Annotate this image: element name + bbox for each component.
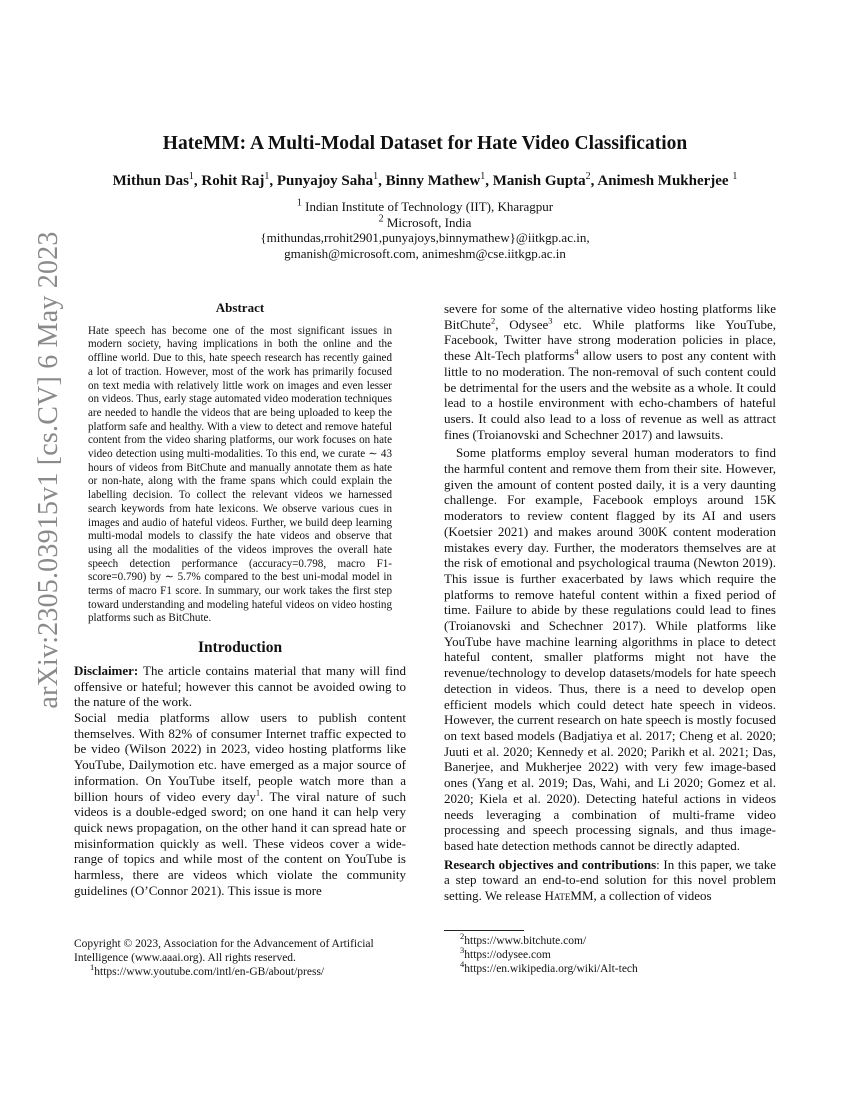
footnote	[444, 945, 776, 962]
author-affiliation-mark: 1	[480, 171, 486, 182]
affiliation-text: Microsoft, India	[386, 214, 472, 230]
research-label: Research objectives and contributions	[444, 856, 657, 872]
intro-text: Social media platforms allow users to publish content themselves. With 82% of consumer Internet traffic expected to be video (Wilson 2022) in 2023, video hosting platforms like YouTube, Dailymotion etc. have emerged as a major source of information. On YouTube itself, people watch more than a billion hours of video every day	[74, 709, 406, 804]
footnote-mark: 1	[90, 962, 95, 973]
footnote-mark: 2	[460, 931, 465, 942]
author-name: Rohit Raj	[201, 173, 265, 189]
research-paragraph	[444, 857, 776, 904]
right-footnotes	[444, 930, 776, 976]
body-paragraph	[444, 301, 776, 442]
author-name: Punyajoy Saha	[276, 173, 374, 189]
author-affiliation-mark: 1	[264, 171, 270, 182]
email-line: gmanish@microsoft.com, animeshm@cse.iitkgp.ac.in	[284, 245, 566, 261]
abstract-heading: Abstract	[215, 300, 265, 315]
footnote-ref: 3	[548, 315, 553, 326]
footnote	[444, 931, 776, 948]
left-footnotes	[74, 934, 406, 979]
footnote-mark: 3	[460, 945, 465, 956]
author-affiliation-mark: 1	[188, 171, 194, 182]
author-name: Binny Mathew	[385, 173, 481, 189]
copyright-notice: Copyright © 2023, Association for the Advancement of Artificial Intelligence (www.aaai.org). All rights reserved.	[74, 938, 374, 964]
affiliation-mark: 2	[378, 213, 384, 225]
abstract-text: Hate speech has become one of the most significant issues in modern society, having implications in both the online and the offline world. Due to this, hate speech research has recently gained a lot of traction. However, most of the work has primarily focused on text media with relatively little work on images and even lesser on videos. Thus, early stage automated video moderation techniques are needed to handle the videos that are being uploaded to keep the platform safe and healthy. With a view to detect and remove hateful content from the video sharing platforms, our work focuses on hate video detection using multi-modalities. To this end, we curate ∼ 43 hours of videos from BitChute and manually annotate them as hate or non-hate, along with the frame spans which could explain the labelling decision. To collect the relevant videos we harnessed search keywords from hate lexicons. We observe various cues in images and audio of hateful videos. Further, we build deep learning multi-modal models to classify the hate videos and observe that using all the modalities of the videos improves the overall hate speech detection performance (accuracy=0.798, macro F1-score=0.790) by ∼ 5.7% compared to the best uni-modal model in terms of macro F1 score. In summary, our work takes the first step toward understanding and modeling hateful videos on video hosting platforms such as BitChute.	[88, 324, 392, 625]
footnote-ref: 2	[490, 315, 496, 326]
author-name: Animesh Mukherjee	[597, 173, 729, 189]
disclaimer-paragraph	[74, 663, 406, 710]
research-text: , a collection of videos	[593, 888, 712, 904]
body-text: severe for some of the alternative video hosting platforms like BitChute	[444, 301, 776, 332]
intro-text: . The viral nature of such videos is a double-edged sword; on one hand it can help very quick news propagation, on the other hand it can spread hate or misinformation quickly as well. These videos cover a wide-range of topics and while most of the content on YouTube is harmless, there are videos which violate the community guidelines (O’Connor 2021). This issue is more	[74, 788, 406, 898]
footnote-url: https://www.youtube.com/intl/en-GB/about/press/	[94, 966, 325, 978]
intro-paragraph	[74, 710, 406, 898]
body-text: etc. While platforms like YouTube, Facebook, Twitter have strong moderation policies in place, these Alt-Tech platforms	[444, 316, 776, 364]
disclaimer-text: The article contains material that many will find offensive or hateful; however this cannot be avoided owing to the nature of the work.	[74, 662, 406, 710]
footnote	[74, 962, 406, 979]
dataset-name: HateMM	[544, 888, 594, 904]
footnote-url: https://en.wikipedia.org/wiki/Alt-tech	[464, 963, 638, 975]
affiliation-line	[0, 215, 850, 231]
arxiv-sidebar-stamp	[25, 231, 73, 709]
email-line: {mithundas,rrohit2901,punyajoys,binnymathew}@iitkgp.ac.in,	[260, 230, 590, 245]
author-affiliation-mark: 2	[585, 171, 591, 182]
left-column	[74, 300, 406, 898]
footnote-ref: 4	[574, 346, 579, 357]
author-affiliation-mark: 1	[373, 171, 379, 182]
author-name: Mithun Das	[112, 173, 189, 189]
affiliations-block	[0, 199, 850, 261]
body-text: allow users to post any content with little to no moderation. The non-removal of such content could be detrimental for the users and the website as a whole. It could lead to a hostile environment with echo-chambers of hateful users. It could also lead to a loss of revenue as well as attract fines (Troianovski and Schechner 2017) and lawsuits.	[444, 348, 776, 442]
disclaimer-label: Disclaimer:	[74, 662, 139, 678]
footnote-mark: 4	[460, 959, 465, 970]
affiliation-mark: 1	[296, 197, 302, 209]
author-name: Manish Gupta	[492, 173, 586, 189]
arxiv-identifier: arXiv:2305.03915v1 [cs.CV] 6 May 2023	[33, 231, 64, 709]
introduction-heading: Introduction	[197, 639, 283, 657]
affiliation-line	[0, 199, 850, 215]
author-affiliation-mark: 1	[732, 171, 738, 182]
paper-title: HateMM: A Multi-Modal Dataset for Hate Video Classification	[162, 133, 688, 154]
footnote-url: https://odysee.com	[464, 949, 551, 961]
affiliation-text: Indian Institute of Technology (IIT), Kharagpur	[305, 199, 554, 214]
footnote-rule	[444, 930, 524, 931]
right-column	[444, 301, 776, 904]
research-text: : In this paper, we take a step toward an end-to-end solution for this novel problem setting. We release	[444, 856, 776, 904]
footnote	[444, 959, 776, 976]
footnote-url: https://www.bitchute.com/	[464, 935, 587, 947]
body-text: , Odysee	[495, 316, 549, 332]
body-paragraph: Some platforms employ several human moderators to find the harmful content and remove them from their site. However, given the amount of content posted daily, it is a very daunting challenge. For example, Facebook employs around 15K moderators to review content flagged by its AI and users (Koetsier 2021) and makes around 300K content moderation mistakes every day. Further, the moderators themselves are at the risk of emotional and psychological trauma (Newton 2019). This issue is further exacerbated by laws which require the platforms to remove hateful content within a fixed period of time. Failure to abide by these regulations could lead to fines (Troianovski and Schechner 2017). While platforms like YouTube have machine learning algorithms in place to detect hateful content, smaller platforms might not have the revenue/technology to develop datasets/models for hate speech detection in videos. Thus, there is a need to develop open efficient models which could detect hate speech in videos. However, the current research on hate speech is mostly focused on text based models (Badjatiya et al. 2017; Cheng et al. 2020; Juuti et al. 2020; Kennedy et al. 2020; Parikh et al. 2021; Das, Banerjee, and Mukherjee 2022) with very few image-based ones (Yang et al. 2019; Das, Wahi, and Li 2020; Gomez et al. 2020; Kiela et al. 2020). Detecting hateful actions in videos needs leveraging a combination of multi-frame video processing and speech processing signals, and thus image-based hate detection methods cannot be directly adapted.	[444, 445, 776, 853]
footnote-ref: 1	[255, 787, 261, 798]
author-list: Mithun Das$^1$, Rohit Raj$^1$, Punyajoy Saha$^1$, Binny Mathew$^1$, Manish Gupta$^2$, Animesh Mukherjee $^1$	[112, 171, 738, 189]
